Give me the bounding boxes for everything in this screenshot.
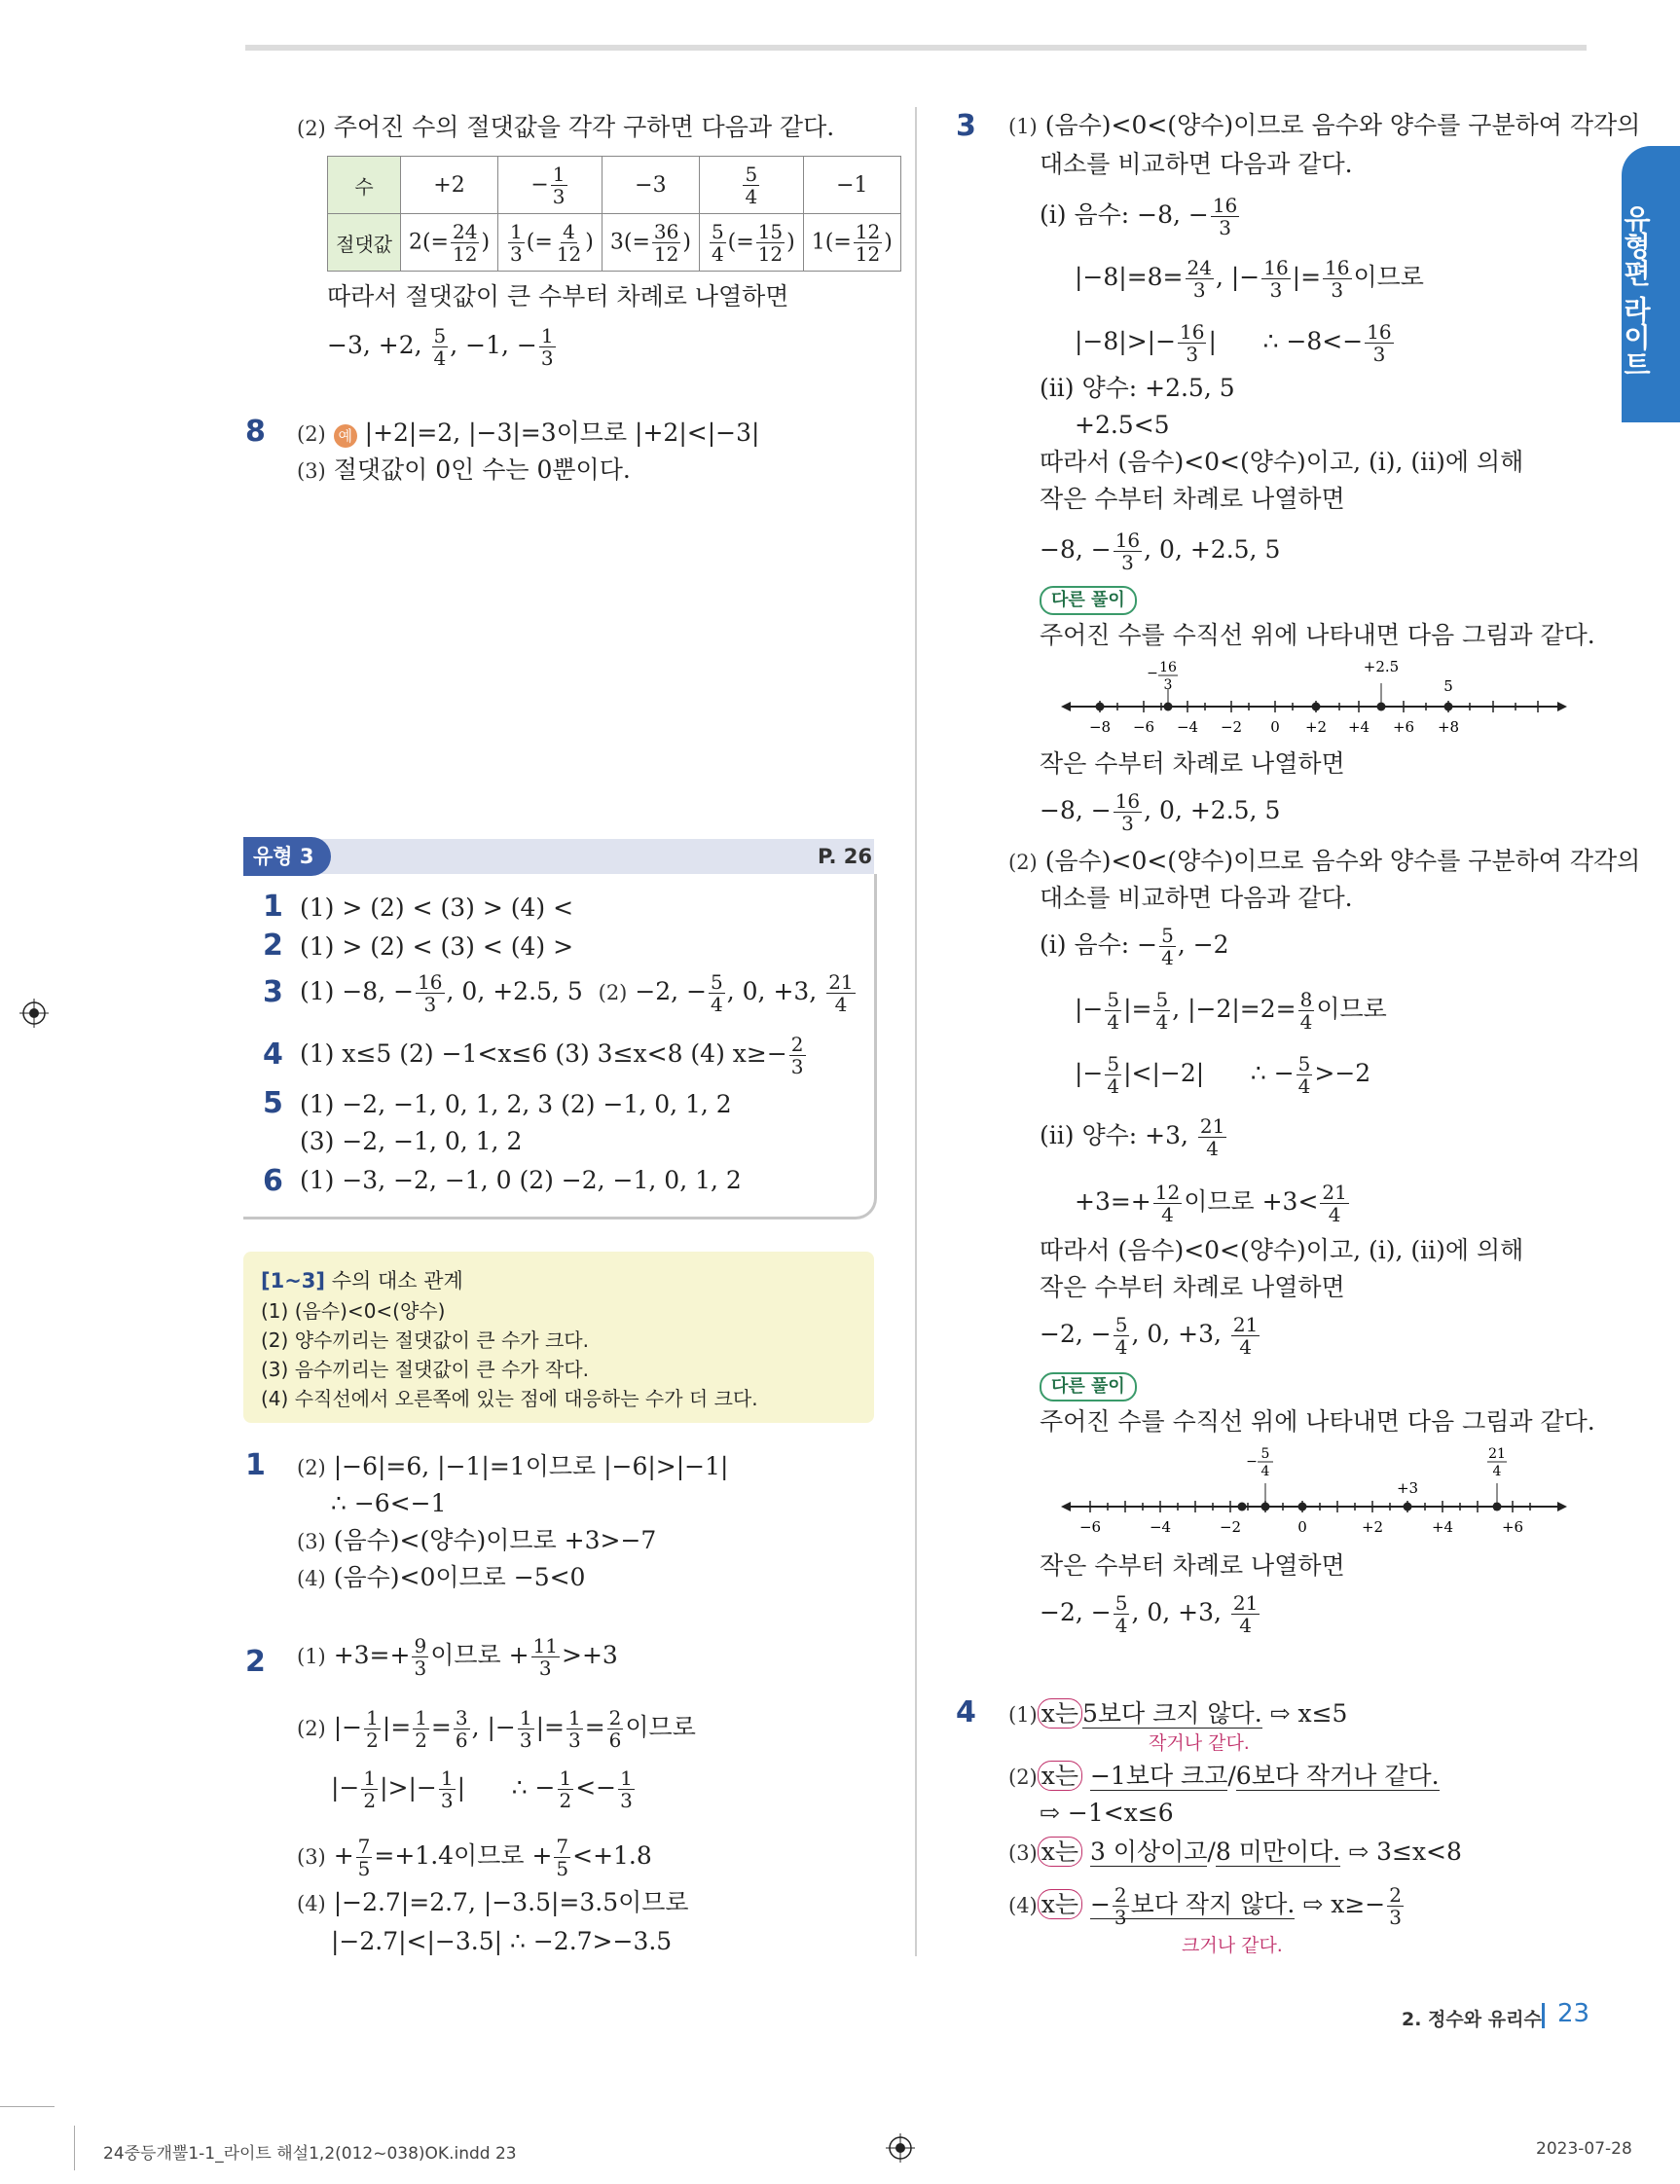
s2-part2b: |− $\frac{1}{2}$ |>|− $\frac{1}{3}$ | ∴ − $\frac{1}{2}$ <− $\frac{1}{3}$ bbox=[331, 1766, 633, 1812]
table-header-number: 수 bbox=[328, 157, 401, 214]
number-line-2 bbox=[1061, 1444, 1567, 1534]
answer-number-4: 4 bbox=[263, 1037, 283, 1072]
problem-number-3: 3 bbox=[956, 109, 976, 143]
alt-solution-badge-2: 다른 풀이 bbox=[1040, 1372, 1137, 1401]
tip-item: (3) 음수끼리는 절댓값이 큰 수가 작다. bbox=[261, 1358, 589, 1381]
svg-text:−4: −4 bbox=[1176, 718, 1199, 736]
s2-part1: (1) +3=+ $\frac{9}{3}$ 이므로 + $\frac{11}{3}$ >+3 bbox=[297, 1634, 618, 1680]
pos-set-2: (ⅱ) 양수: +3, $\frac{21}{4}$ bbox=[1040, 1114, 1225, 1160]
p3-intro: (1) (음수)<0<(양수)이므로 음수와 양수를 구분하여 각각의 bbox=[1008, 111, 1641, 139]
q4-note-1: 작거나 같다. bbox=[1149, 1732, 1250, 1754]
solution-number-2: 2 bbox=[245, 1645, 266, 1679]
svg-text:21: 21 bbox=[1488, 1446, 1506, 1462]
tip-title: [1~3] 수의 대소 관계 bbox=[261, 1269, 463, 1292]
svg-text:+4: +4 bbox=[1347, 718, 1370, 736]
problem-number-4: 4 bbox=[956, 1695, 976, 1729]
example-badge: 예 bbox=[334, 424, 357, 448]
result-1: −8, − $\frac{16}{3}$ , 0, +2.5, 5 bbox=[1040, 528, 1281, 574]
q4-part4: (4) x는 − $\frac{2}{3}$ 보다 작지 않다. ⇨ x≥− $\frac{2}{3}$ bbox=[1008, 1883, 1402, 1929]
svg-text:+2: +2 bbox=[1361, 1518, 1384, 1536]
answer-5a: (1) −2, −1, 0, 1, 2, 3 (2) −1, 0, 1, 2 bbox=[300, 1090, 732, 1118]
type-badge: 유형 3 bbox=[243, 837, 331, 876]
q4-part3: (3) x는 3 이상이고/8 미만이다. ⇨ 3≤x<8 bbox=[1008, 1838, 1462, 1866]
p2-intro: (2) 주어진 수의 절댓값을 각각 구하면 다음과 같다. bbox=[297, 113, 835, 141]
svg-text:5: 5 bbox=[1443, 677, 1453, 695]
type-page-ref: P. 26 bbox=[817, 845, 872, 868]
svg-text:−6: −6 bbox=[1132, 718, 1155, 736]
so-alt-1: 작은 수부터 차례로 나열하면 bbox=[1040, 749, 1345, 778]
s2-part3: (3) + $\frac{7}{5}$ =+1.4이므로 + $\frac{7}{5}$ <+1.8 bbox=[297, 1835, 652, 1880]
crop-mark bbox=[0, 2106, 55, 2107]
svg-text:0: 0 bbox=[1270, 718, 1280, 736]
neg-compare-1: |−8|=8= $\frac{24}{3}$ , |− $\frac{16}{3}$ |= $\frac{16}{3}$ 이므로 bbox=[1075, 256, 1424, 302]
tip-item: (4) 수직선에서 오른쪽에 있는 점에 대응하는 수가 더 크다. bbox=[261, 1387, 758, 1410]
svg-text:−: − bbox=[1147, 666, 1158, 681]
answer-number-3: 3 bbox=[263, 975, 283, 1009]
abs-cell-4: $\frac{5}{4}$ (= $\frac{15}{12}$ ) bbox=[699, 214, 803, 272]
svg-text:+2: +2 bbox=[1304, 718, 1328, 736]
absolute-value-table bbox=[327, 156, 901, 272]
order-result: −3, +2, $\frac{5}{4}$ , −1, − $\frac{1}{3}$ bbox=[327, 324, 554, 370]
svg-text:−8: −8 bbox=[1088, 718, 1112, 736]
answer-number-2: 2 bbox=[263, 928, 283, 963]
tip-item: (1) (음수)<0<(양수) bbox=[261, 1299, 446, 1323]
svg-text:−4: −4 bbox=[1149, 1518, 1172, 1536]
answer-6: (1) −3, −2, −1, 0 (2) −2, −1, 0, 1, 2 bbox=[300, 1166, 742, 1194]
svg-text:0: 0 bbox=[1297, 1518, 1307, 1536]
chapter-label: 2. 정수와 유리수 bbox=[1402, 2009, 1542, 2030]
pos-compare-2: +3=+ $\frac{12}{4}$ 이므로 +3< $\frac{21}{4}$ bbox=[1075, 1181, 1347, 1226]
cell-minus1: −1 bbox=[803, 157, 900, 214]
svg-text:−6: −6 bbox=[1078, 1518, 1102, 1536]
svg-text:5: 5 bbox=[1260, 1446, 1270, 1462]
q4-part2-result: ⇨ −1<x≤6 bbox=[1040, 1799, 1174, 1827]
svg-text:−2: −2 bbox=[1220, 718, 1243, 736]
s1-part2: (2) |−6|=6, |−1|=1이므로 |−6|>|−1| bbox=[297, 1452, 729, 1480]
print-date: 2023-07-28 bbox=[1536, 2139, 1632, 2159]
answer-5b: (3) −2, −1, 0, 1, 2 bbox=[300, 1127, 523, 1155]
svg-text:−: − bbox=[1246, 1454, 1258, 1470]
svg-text:−2: −2 bbox=[1219, 1518, 1242, 1536]
alt-intro-1: 주어진 수를 수직선 위에 나타내면 다음 그림과 같다. bbox=[1040, 621, 1595, 649]
p3-part2-intro: (2) (음수)<0<(양수)이므로 음수와 양수를 구분하여 각각의 bbox=[1008, 847, 1641, 875]
result-alt-1: −8, − $\frac{16}{3}$ , 0, +2.5, 5 bbox=[1040, 789, 1281, 835]
neg-set-2: (ⅰ) 음수: − $\frac{5}{4}$ , −2 bbox=[1040, 924, 1229, 969]
q4-part2: (2) x는 −1보다 크고/6보다 작거나 같다. bbox=[1008, 1762, 1440, 1790]
q8-part3: (3) 절댓값이 0인 수는 0뿐이다. bbox=[297, 455, 631, 484]
result-2: −2, − $\frac{5}{4}$ , 0, +3, $\frac{21}{4}$ bbox=[1040, 1313, 1259, 1359]
q8-part2: (2) 예 |+2|=2, |−3|=3이므로 |+2|<|−3| bbox=[297, 419, 760, 447]
tip-box bbox=[243, 1252, 874, 1423]
alt-solution-badge-1: 다른 풀이 bbox=[1040, 586, 1137, 615]
s2-part2a: (2) |− $\frac{1}{2}$ |= $\frac{1}{2}$ = $\frac{3}{6}$ , |− $\frac{1}{3}$ |= $\frac{1}{3}$ = $\frac{2}{6}$ 이므로 bbox=[297, 1706, 696, 1752]
p3-part2-intro2: 대소를 비교하면 다음과 같다. bbox=[1040, 884, 1353, 912]
answer-number-5: 5 bbox=[263, 1086, 283, 1120]
top-rule bbox=[245, 45, 1587, 51]
svg-text:4: 4 bbox=[1260, 1464, 1270, 1479]
answer-4: (1) x≤5 (2) −1<x≤6 (3) 3≤x<8 (4) x≥− $\frac{2}{3}$ bbox=[300, 1033, 804, 1078]
problem-number-8: 8 bbox=[245, 415, 266, 449]
s1-part3: (3) (음수)<(양수)이므로 +3>−7 bbox=[297, 1526, 657, 1554]
neg-compare-3: |− $\frac{5}{4}$ |= $\frac{5}{4}$ , |−2|=2= $\frac{8}{4}$ 이므로 bbox=[1075, 988, 1387, 1034]
table-header-abs: 절댓값 bbox=[328, 214, 401, 272]
solution-number-1: 1 bbox=[245, 1448, 266, 1482]
svg-text:+6: +6 bbox=[1501, 1518, 1524, 1536]
abs-cell-3: 3(= $\frac{36}{12}$ ) bbox=[602, 214, 699, 272]
crop-mark bbox=[74, 2126, 75, 2170]
tip-item: (2) 양수끼리는 절댓값이 큰 수가 크다. bbox=[261, 1329, 589, 1352]
svg-text:3: 3 bbox=[1163, 677, 1173, 693]
svg-text:+3: +3 bbox=[1396, 1479, 1419, 1497]
svg-text:+6: +6 bbox=[1392, 718, 1415, 736]
q4-note-4: 크거나 같다. bbox=[1182, 1935, 1283, 1956]
number-line-1 bbox=[1061, 658, 1567, 736]
abs-cell-1: 2(= $\frac{24}{12}$ ) bbox=[400, 214, 497, 272]
abs-cell-2: $\frac{1}{3}$ (= $\frac{4}{12}$ ) bbox=[498, 214, 603, 272]
registration-mark-icon bbox=[886, 2133, 915, 2163]
s1-part2-conclusion: ∴ −6<−1 bbox=[331, 1489, 447, 1517]
side-tab-label: 유형편 라이트 bbox=[1620, 204, 1652, 378]
svg-text:+4: +4 bbox=[1431, 1518, 1454, 1536]
cell-minus3: −3 bbox=[602, 157, 699, 214]
s2-part4a: (4) |−2.7|=2.7, |−3.5|=3.5이므로 bbox=[297, 1888, 689, 1916]
footer-divider bbox=[1542, 2003, 1545, 2028]
neg-set-1: (ⅰ) 음수: −8, − $\frac{16}{3}$ bbox=[1040, 194, 1238, 239]
registration-mark-icon bbox=[19, 999, 49, 1028]
svg-text:4: 4 bbox=[1492, 1464, 1502, 1479]
neg-compare-2: |−8|>|− $\frac{16}{3}$ | ∴ −8<− $\frac{16}{3}$ bbox=[1075, 320, 1392, 366]
answer-3: (1) −8, − $\frac{16}{3}$ , 0, +2.5, 5 (2) −2, − $\frac{5}{4}$ , 0, +3, $\frac{21}{4}$ bbox=[300, 970, 854, 1016]
so-2b: 작은 수부터 차례로 나열하면 bbox=[1040, 1273, 1345, 1301]
pos-compare-1: +2.5<5 bbox=[1075, 411, 1170, 439]
svg-text:+8: +8 bbox=[1437, 718, 1460, 736]
q4-part1: (1) x는 5보다 크지 않다. ⇨ x≤5 bbox=[1008, 1699, 1348, 1728]
alt-intro-2: 주어진 수를 수직선 위에 나타내면 다음 그림과 같다. bbox=[1040, 1407, 1595, 1436]
pos-set-1: (ⅱ) 양수: +2.5, 5 bbox=[1040, 374, 1235, 402]
page-number: 23 bbox=[1557, 1999, 1590, 2028]
so-1a: 따라서 (음수)<0<(양수)이고, (ⅰ), (ⅱ)에 의해 bbox=[1040, 448, 1524, 476]
file-info: 24중등개뿔1-1_라이트 해설1,2(012~038)OK.indd 23 bbox=[103, 2144, 517, 2164]
answer-2: (1) > (2) < (3) < (4) > bbox=[300, 932, 574, 961]
result-alt-2: −2, − $\frac{5}{4}$ , 0, +3, $\frac{21}{4}$ bbox=[1040, 1591, 1259, 1637]
so-1b: 작은 수부터 차례로 나열하면 bbox=[1040, 485, 1345, 513]
p3-intro2: 대소를 비교하면 다음과 같다. bbox=[1040, 150, 1353, 178]
cell-plus2: +2 bbox=[400, 157, 497, 214]
svg-text:+2.5: +2.5 bbox=[1363, 658, 1400, 675]
s2-part4b: |−2.7|<|−3.5| ∴ −2.7>−3.5 bbox=[331, 1927, 673, 1955]
so-alt-2: 작은 수부터 차례로 나열하면 bbox=[1040, 1551, 1345, 1580]
s1-part4: (4) (음수)<0이므로 −5<0 bbox=[297, 1563, 586, 1591]
cell-minus-third: − $\frac{1}{3}$ bbox=[498, 157, 603, 214]
neg-compare-4: |− $\frac{5}{4}$ |<|−2| ∴ − $\frac{5}{4}$ >−2 bbox=[1075, 1052, 1371, 1098]
abs-cell-5: 1(= $\frac{12}{12}$ ) bbox=[803, 214, 900, 272]
answer-number-6: 6 bbox=[263, 1164, 283, 1198]
answer-1: (1) > (2) < (3) > (4) < bbox=[300, 893, 574, 922]
cell-five-fourths: $\frac{5}{4}$ bbox=[699, 157, 803, 214]
answer-number-1: 1 bbox=[263, 890, 283, 924]
column-divider bbox=[915, 107, 917, 1956]
so-2a: 따라서 (음수)<0<(양수)이고, (ⅰ), (ⅱ)에 의해 bbox=[1040, 1236, 1524, 1264]
order-intro: 따라서 절댓값이 큰 수부터 차례로 나열하면 bbox=[327, 282, 789, 310]
tip-list bbox=[261, 1296, 758, 1413]
svg-text:16: 16 bbox=[1159, 660, 1177, 675]
